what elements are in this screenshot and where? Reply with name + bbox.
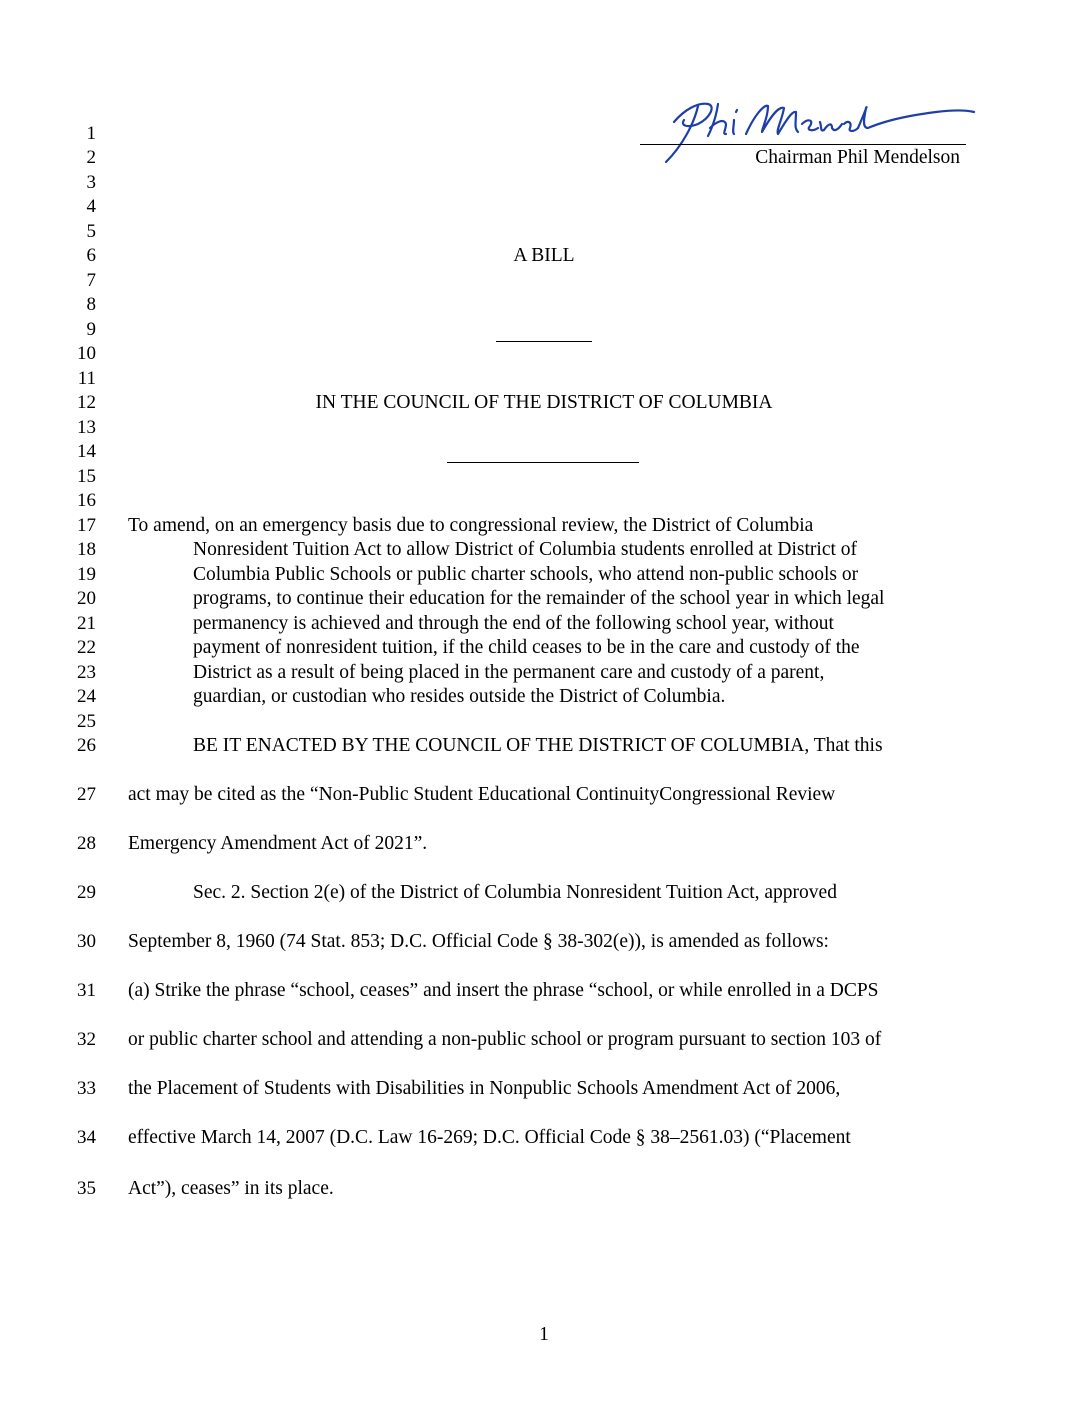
line-number: 5: [86, 221, 96, 242]
title-line: Columbia Public Schools or public charter schools, who attend non-public schools or: [193, 564, 859, 585]
line-number: 28: [77, 833, 96, 854]
body-line: Emergency Amendment Act of 2021”.: [128, 833, 428, 854]
heading-rule-long: [447, 462, 639, 463]
line-number: 3: [86, 172, 96, 193]
body-line: act may be cited as the “Non-Public Student Educational ContinuityCongressional Review: [128, 784, 836, 805]
title-line: payment of nonresident tuition, if the child ceases to be in the care and custody of the: [193, 637, 860, 658]
line-number: 34: [77, 1127, 96, 1148]
line-number: 18: [77, 539, 96, 560]
body-line: (a) Strike the phrase “school, ceases” and insert the phrase “school, or while enrolled in a DCPS: [128, 980, 879, 1001]
line-number: 25: [77, 711, 96, 732]
line-number: 31: [77, 980, 96, 1001]
line-number: 13: [77, 417, 96, 438]
bill-heading: A BILL: [513, 245, 575, 266]
title-line: To amend, on an emergency basis due to congressional review, the District of Columbia: [128, 515, 814, 536]
line-number: 32: [77, 1029, 96, 1050]
line-number: 35: [77, 1178, 96, 1199]
line-number: 14: [77, 441, 96, 462]
line-number: 15: [77, 466, 96, 487]
title-line: Nonresident Tuition Act to allow District of Columbia students enrolled at District of: [193, 539, 858, 560]
line-number: 7: [86, 270, 96, 291]
line-number: 33: [77, 1078, 96, 1099]
line-number: 22: [77, 637, 96, 658]
line-number: 6: [86, 245, 96, 266]
line-number: 2: [86, 147, 96, 168]
body-line: or public charter school and attending a non-public school or program pursuant to section 103 of: [128, 1029, 882, 1050]
line-number: 29: [77, 882, 96, 903]
line-number: 27: [77, 784, 96, 805]
body-line: the Placement of Students with Disabilities in Nonpublic Schools Amendment Act of 2006,: [128, 1078, 841, 1099]
line-number: 8: [86, 294, 96, 315]
title-line: permanency is achieved and through the end of the following school year, without: [193, 613, 834, 634]
body-line: September 8, 1960 (74 Stat. 853; D.C. Official Code § 38-302(e)), is amended as follows:: [128, 931, 829, 952]
line-number: 20: [77, 588, 96, 609]
title-line: District as a result of being placed in the permanent care and custody of a parent,: [193, 662, 825, 683]
line-number: 30: [77, 931, 96, 952]
line-number: 11: [77, 368, 96, 389]
body-line: BE IT ENACTED BY THE COUNCIL OF THE DISTRICT OF COLUMBIA, That this: [193, 735, 883, 756]
title-line: guardian, or custodian who resides outside the District of Columbia.: [193, 686, 726, 707]
line-number: 9: [86, 319, 96, 340]
body-line: Act”), ceases” in its place.: [128, 1178, 334, 1199]
body-line: effective March 14, 2007 (D.C. Law 16-269; D.C. Official Code § 38–2561.03) (“Placement: [128, 1127, 851, 1148]
line-number: 1: [86, 123, 96, 144]
signature-block: [636, 84, 976, 174]
line-number: 23: [77, 662, 96, 683]
line-number: 26: [77, 735, 96, 756]
line-number: 10: [77, 343, 96, 364]
heading-rule-short: [496, 341, 592, 342]
line-number: 12: [77, 392, 96, 413]
body-line: Sec. 2. Section 2(e) of the District of Columbia Nonresident Tuition Act, approved: [193, 882, 837, 903]
signature-line: [640, 144, 966, 145]
line-number: 21: [77, 613, 96, 634]
signature-title: Chairman Phil Mendelson: [755, 147, 960, 168]
line-number: 19: [77, 564, 96, 585]
line-number: 24: [77, 686, 96, 707]
line-number: 17: [77, 515, 96, 536]
council-heading: IN THE COUNCIL OF THE DISTRICT OF COLUMBIA: [315, 392, 773, 413]
line-number: 16: [77, 490, 96, 511]
page-number: 1: [539, 1324, 549, 1345]
title-line: programs, to continue their education for the remainder of the school year in which legal: [193, 588, 885, 609]
line-number: 4: [86, 196, 96, 217]
